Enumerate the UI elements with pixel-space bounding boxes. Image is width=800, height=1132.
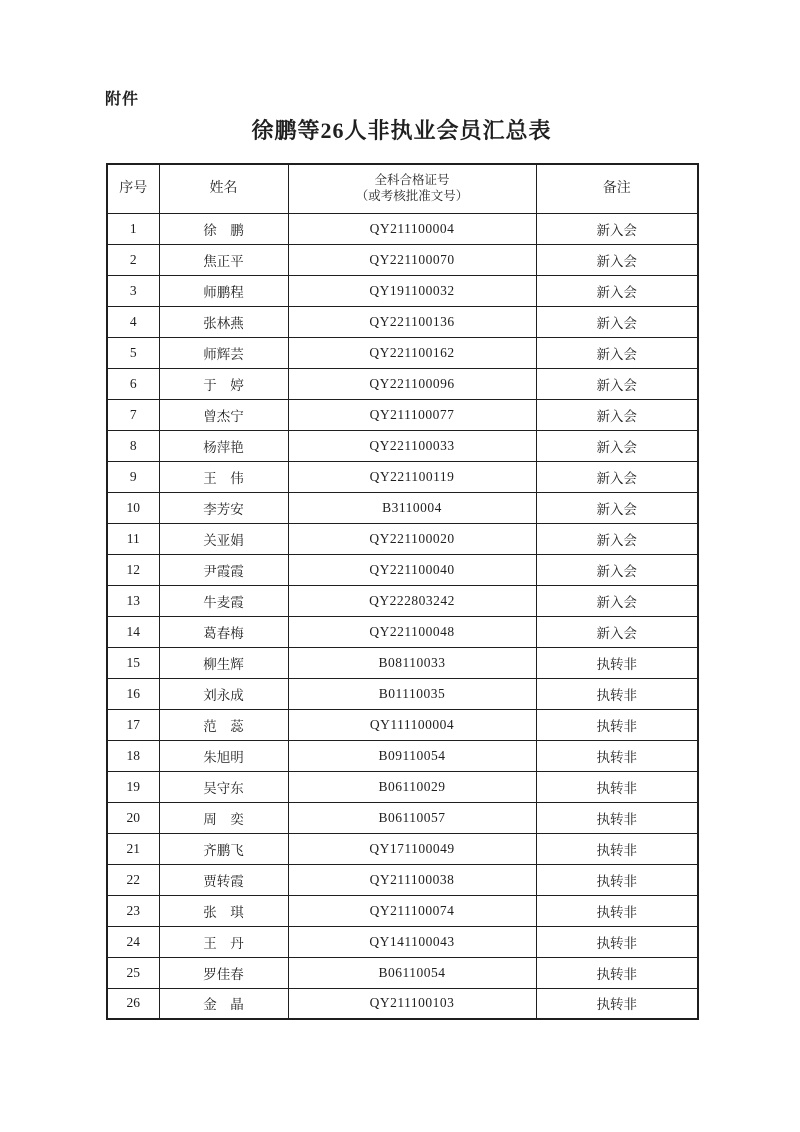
name-cell: 张 琪 [159, 895, 288, 926]
remark-cell: 新入会 [536, 430, 698, 461]
table-row [107, 554, 698, 585]
remark-cell: 新入会 [536, 244, 698, 275]
cert-number-cell: B06110057 [288, 802, 536, 833]
table-row [107, 244, 698, 275]
attachment-label: 附件 [105, 91, 140, 108]
table-row [107, 709, 698, 740]
row-index-cell: 3 [107, 275, 159, 306]
name-cell: 王 丹 [159, 926, 288, 957]
cert-number-cell: QY221100096 [288, 368, 536, 399]
table-row [107, 740, 698, 771]
remark-cell: 新入会 [536, 616, 698, 647]
table-row [107, 771, 698, 802]
name-cell: 杨萍艳 [159, 430, 288, 461]
remark-cell: 执转非 [536, 740, 698, 771]
cert-number-cell: QY191100032 [288, 275, 536, 306]
row-index-cell: 24 [107, 926, 159, 957]
row-index-cell: 19 [107, 771, 159, 802]
row-index-cell: 22 [107, 864, 159, 895]
name-cell: 于 婷 [159, 368, 288, 399]
cert-number-cell: QY221100040 [288, 554, 536, 585]
remark-cell: 执转非 [536, 864, 698, 895]
remark-cell: 新入会 [536, 492, 698, 523]
remark-cell: 执转非 [536, 771, 698, 802]
page-title: 徐鹏等26人非执业会员汇总表 [251, 118, 552, 143]
row-index-cell: 7 [107, 399, 159, 430]
row-index-cell: 25 [107, 957, 159, 988]
remark-cell: 执转非 [536, 833, 698, 864]
name-cell: 周 奕 [159, 802, 288, 833]
row-index-cell: 2 [107, 244, 159, 275]
cert-number-cell: B06110029 [288, 771, 536, 802]
row-index-cell: 4 [107, 306, 159, 337]
row-index-cell: 5 [107, 337, 159, 368]
header-cert-line1: 全科合格证号 [374, 173, 450, 188]
name-cell: 曾杰宁 [159, 399, 288, 430]
name-cell: 柳生辉 [159, 647, 288, 678]
table-row [107, 492, 698, 523]
table-row [107, 461, 698, 492]
cert-number-cell: B01110035 [288, 678, 536, 709]
cert-number-cell: QY211100004 [288, 213, 536, 244]
table-header [107, 164, 698, 213]
table-row [107, 802, 698, 833]
table-row [107, 895, 698, 926]
table-row [107, 399, 698, 430]
table-row [107, 988, 698, 1019]
table-row [107, 957, 698, 988]
name-cell: 牛麦霞 [159, 585, 288, 616]
header-remark: 备注 [536, 164, 698, 213]
row-index-cell: 20 [107, 802, 159, 833]
name-cell: 刘永成 [159, 678, 288, 709]
row-index-cell: 1 [107, 213, 159, 244]
cert-number-cell: QY111100004 [288, 709, 536, 740]
remark-cell: 执转非 [536, 709, 698, 740]
cert-number-cell: QY221100020 [288, 523, 536, 554]
remark-cell: 执转非 [536, 678, 698, 709]
remark-cell: 执转非 [536, 988, 698, 1019]
table-row [107, 368, 698, 399]
row-index-cell: 11 [107, 523, 159, 554]
remark-cell: 执转非 [536, 802, 698, 833]
table-row [107, 585, 698, 616]
cert-number-cell: QY221100119 [288, 461, 536, 492]
table-row [107, 337, 698, 368]
name-cell: 吴守东 [159, 771, 288, 802]
cert-number-cell: QY211100074 [288, 895, 536, 926]
cert-number-cell: QY221100162 [288, 337, 536, 368]
cert-number-cell: QY211100038 [288, 864, 536, 895]
table-row [107, 616, 698, 647]
row-index-cell: 21 [107, 833, 159, 864]
header-row [107, 164, 698, 213]
remark-cell: 新入会 [536, 585, 698, 616]
name-cell: 师鹏程 [159, 275, 288, 306]
name-cell: 焦正平 [159, 244, 288, 275]
name-cell: 张林燕 [159, 306, 288, 337]
table-row [107, 430, 698, 461]
cert-number-cell: B3110004 [288, 492, 536, 523]
cert-number-cell: B06110054 [288, 957, 536, 988]
cert-number-cell: QY211100103 [288, 988, 536, 1019]
table-row [107, 647, 698, 678]
name-cell: 朱旭明 [159, 740, 288, 771]
cert-number-cell: B09110054 [288, 740, 536, 771]
name-cell: 金 晶 [159, 988, 288, 1019]
row-index-cell: 23 [107, 895, 159, 926]
members-table [106, 163, 699, 1020]
header-cert [288, 164, 536, 213]
cert-number-cell: QY221100048 [288, 616, 536, 647]
table-row [107, 213, 698, 244]
name-cell: 范 蕊 [159, 709, 288, 740]
remark-cell: 新入会 [536, 523, 698, 554]
table-row [107, 523, 698, 554]
table-body [107, 213, 698, 1019]
cert-number-cell: QY211100077 [288, 399, 536, 430]
remark-cell: 新入会 [536, 337, 698, 368]
remark-cell: 执转非 [536, 647, 698, 678]
row-index-cell: 13 [107, 585, 159, 616]
table-row [107, 306, 698, 337]
name-cell: 罗佳春 [159, 957, 288, 988]
remark-cell: 新入会 [536, 306, 698, 337]
remark-cell: 新入会 [536, 461, 698, 492]
cert-number-cell: QY141100043 [288, 926, 536, 957]
remark-cell: 新入会 [536, 554, 698, 585]
row-index-cell: 10 [107, 492, 159, 523]
cert-number-cell: QY171100049 [288, 833, 536, 864]
name-cell: 尹霞霞 [159, 554, 288, 585]
header-cert-line2: （或考核批准文号） [355, 188, 469, 203]
remark-cell: 执转非 [536, 926, 698, 957]
cert-number-cell: QY221100033 [288, 430, 536, 461]
row-index-cell: 26 [107, 988, 159, 1019]
remark-cell: 执转非 [536, 895, 698, 926]
row-index-cell: 6 [107, 368, 159, 399]
remark-cell: 新入会 [536, 368, 698, 399]
name-cell: 葛春梅 [159, 616, 288, 647]
remark-cell: 新入会 [536, 275, 698, 306]
row-index-cell: 12 [107, 554, 159, 585]
row-index-cell: 17 [107, 709, 159, 740]
name-cell: 贾转霞 [159, 864, 288, 895]
remark-cell: 新入会 [536, 213, 698, 244]
name-cell: 李芳安 [159, 492, 288, 523]
table-row [107, 678, 698, 709]
table-row [107, 275, 698, 306]
table-row [107, 926, 698, 957]
header-name: 姓名 [159, 164, 288, 213]
name-cell: 师辉芸 [159, 337, 288, 368]
cert-number-cell: B08110033 [288, 647, 536, 678]
row-index-cell: 9 [107, 461, 159, 492]
name-cell: 徐 鹏 [159, 213, 288, 244]
cert-number-cell: QY221100070 [288, 244, 536, 275]
table-row [107, 864, 698, 895]
name-cell: 齐鹏飞 [159, 833, 288, 864]
name-cell: 关亚娟 [159, 523, 288, 554]
header-index: 序号 [107, 164, 159, 213]
row-index-cell: 15 [107, 647, 159, 678]
name-cell: 王 伟 [159, 461, 288, 492]
row-index-cell: 14 [107, 616, 159, 647]
cert-number-cell: QY222803242 [288, 585, 536, 616]
row-index-cell: 8 [107, 430, 159, 461]
cert-number-cell: QY221100136 [288, 306, 536, 337]
remark-cell: 新入会 [536, 399, 698, 430]
row-index-cell: 18 [107, 740, 159, 771]
remark-cell: 执转非 [536, 957, 698, 988]
table-row [107, 833, 698, 864]
row-index-cell: 16 [107, 678, 159, 709]
